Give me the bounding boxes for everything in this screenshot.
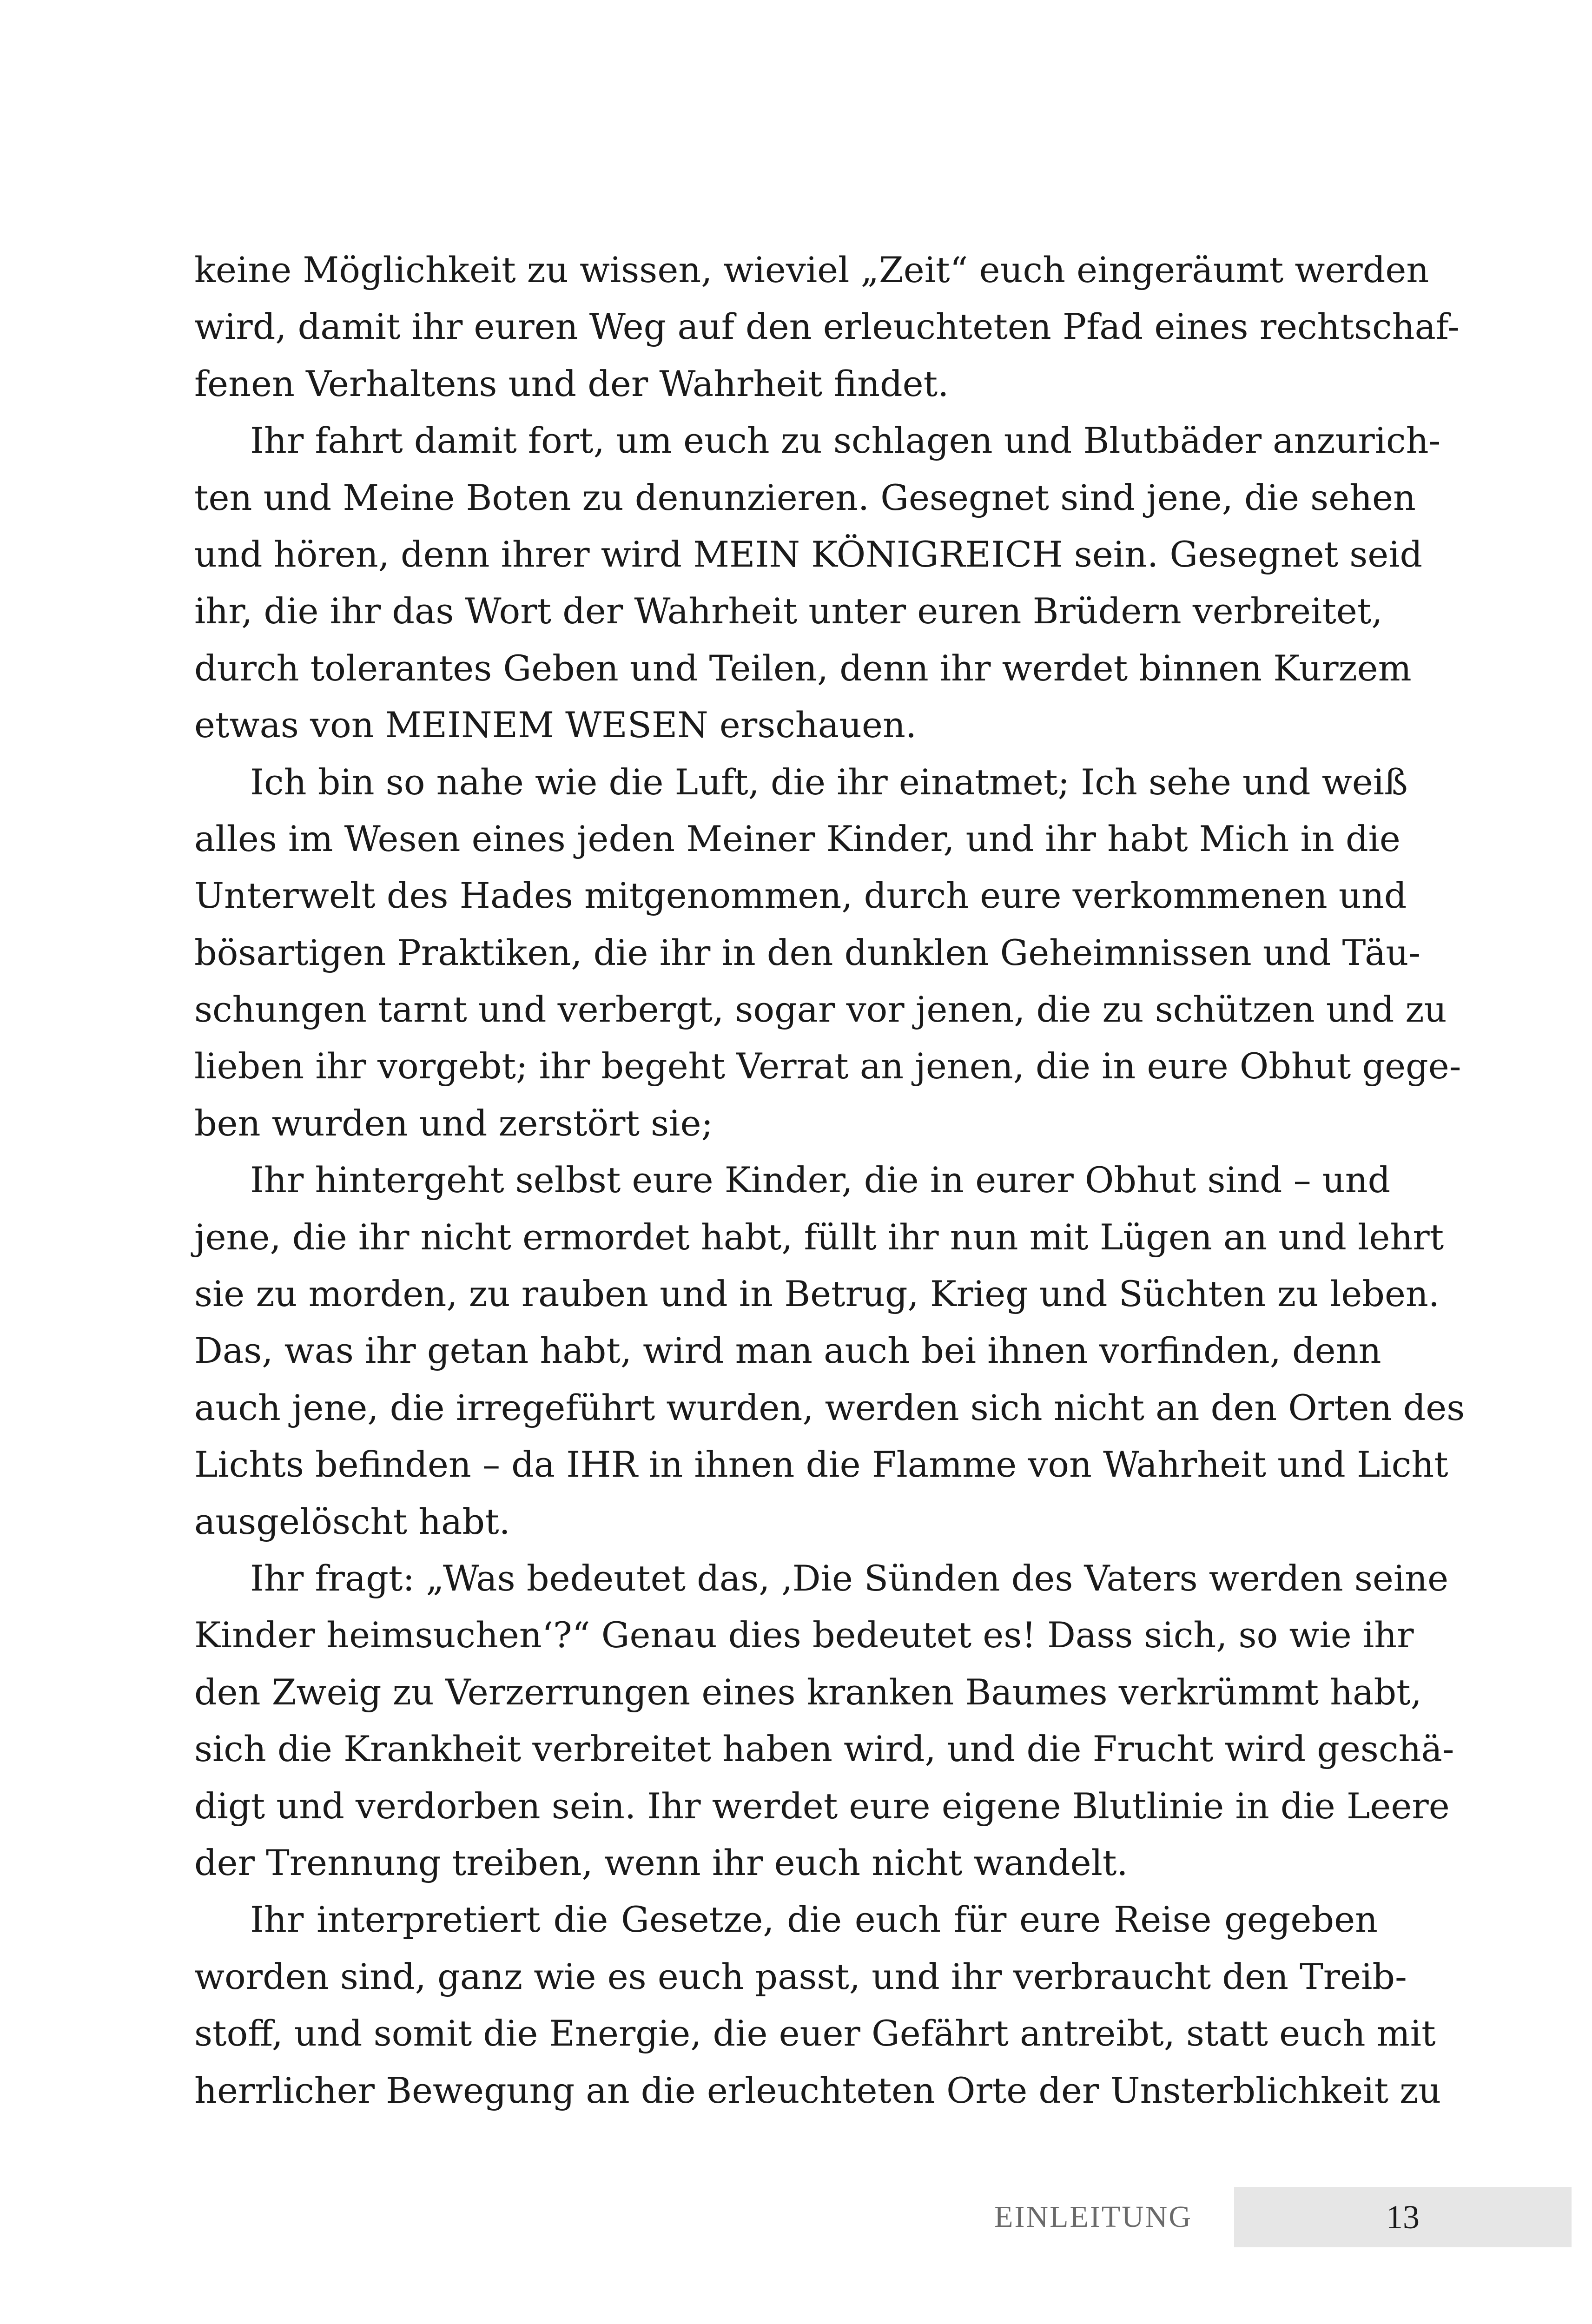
text-line: ihr, die ihr das Wort der Wahrheit unter euren Brüdern verbreitet,	[194, 590, 1383, 632]
text-line: keine Möglichkeit zu wissen, wieviel „Zeit“ euch eingeräumt werden	[194, 249, 1429, 290]
paragraph	[194, 1891, 1441, 2119]
text-line: Ihr fahrt damit fort, um euch zu schlagen und Blutbäder anzurich-	[250, 420, 1441, 462]
text-line: Ihr interpretiert die Gesetze, die euch für eure Reise gegeben	[250, 1899, 1378, 1941]
paragraph	[194, 1550, 1454, 1891]
text-line: sie zu morden, zu rauben und in Betrug, Krieg und Süchten zu leben.	[194, 1273, 1440, 1315]
text-line: herrlicher Bewegung an die erleuchteten Orte der Unsterblichkeit zu	[194, 2069, 1441, 2111]
text-line: Unterwelt des Hades mitgenommen, durch eure verkommenen und	[194, 875, 1407, 917]
text-line: ben wurden und zerstört sie;	[194, 1102, 713, 1144]
text-line: ausgelöscht habt.	[194, 1500, 510, 1542]
paragraph	[194, 754, 1461, 1152]
text-line: den Zweig zu Verzerrungen eines kranken Baumes verkrümmt habt,	[194, 1671, 1422, 1713]
text-line: digt und verdorben sein. Ihr werdet eure eigene Blutlinie in die Leere	[194, 1785, 1450, 1827]
paragraph	[194, 242, 1460, 412]
text-line: auch jene, die irregeführt wurden, werden sich nicht an den Orten des	[194, 1386, 1465, 1428]
text-line: Lichts befinden – da IHR in ihnen die Flamme von Wahrheit und Licht	[194, 1444, 1448, 1486]
text-line: Kinder heimsuchen‘?“ Genau dies bedeutet es! Dass sich, so wie ihr	[194, 1614, 1414, 1656]
text-line: Ich bin so nahe wie die Luft, die ihr einatmet; Ich sehe und weiß	[250, 761, 1408, 803]
paragraph	[194, 1152, 1465, 1550]
text-line: Ihr hintergeht selbst eure Kinder, die in eurer Obhut sind – und	[250, 1159, 1391, 1201]
paragraph	[194, 412, 1441, 753]
page-number: 13	[1386, 2199, 1420, 2236]
text-line: stoff, und somit die Energie, die euer Gefährt antreibt, statt euch mit	[194, 2013, 1436, 2054]
text-line: und hören, denn ihrer wird MEIN KÖNIGREICH sein. Gesegnet seid	[194, 533, 1423, 575]
text-line: ten und Meine Boten zu denunzieren. Gesegnet sind jene, die sehen	[194, 476, 1416, 518]
body-text	[194, 242, 1465, 2119]
text-line: worden sind, ganz wie es euch passt, und ihr verbraucht den Treib-	[194, 1955, 1407, 1997]
text-line: etwas von MEINEM WESEN erschauen.	[194, 704, 917, 746]
text-line: sich die Krankheit verbreitet haben wird, und die Frucht wird geschä-	[194, 1728, 1454, 1770]
text-line: durch tolerantes Geben und Teilen, denn ihr werdet binnen Kurzem	[194, 647, 1412, 689]
text-line: lieben ihr vorgebt; ihr begeht Verrat an jenen, die in eure Obhut gege-	[194, 1045, 1461, 1087]
text-line: jene, die ihr nicht ermordet habt, füllt ihr nun mit Lügen an und lehrt	[194, 1216, 1444, 1258]
running-head: EINLEITUNG	[994, 2200, 1192, 2234]
text-line: schungen tarnt und verbergt, sogar vor jenen, die zu schützen und zu	[194, 989, 1447, 1030]
text-line: Ihr fragt: „Was bedeutet das, ‚Die Sünden des Vaters werden seine	[250, 1557, 1449, 1599]
text-line: Das, was ihr getan habt, wird man auch bei ihnen vorfinden, denn	[194, 1330, 1381, 1372]
text-line: bösartigen Praktiken, die ihr in den dunklen Geheimnissen und Täu-	[194, 931, 1421, 973]
page-number-box	[1234, 2187, 1572, 2247]
text-line: alles im Wesen eines jeden Meiner Kinder, und ihr habt Mich in die	[194, 818, 1400, 859]
text-line: fenen Verhaltens und der Wahrheit findet.	[194, 363, 949, 404]
page-footer	[0, 2187, 1592, 2247]
text-line: wird, damit ihr euren Weg auf den erleuchteten Pfad eines rechtschaf-	[194, 306, 1460, 348]
text-line: der Trennung treiben, wenn ihr euch nicht wandelt.	[194, 1842, 1128, 1883]
